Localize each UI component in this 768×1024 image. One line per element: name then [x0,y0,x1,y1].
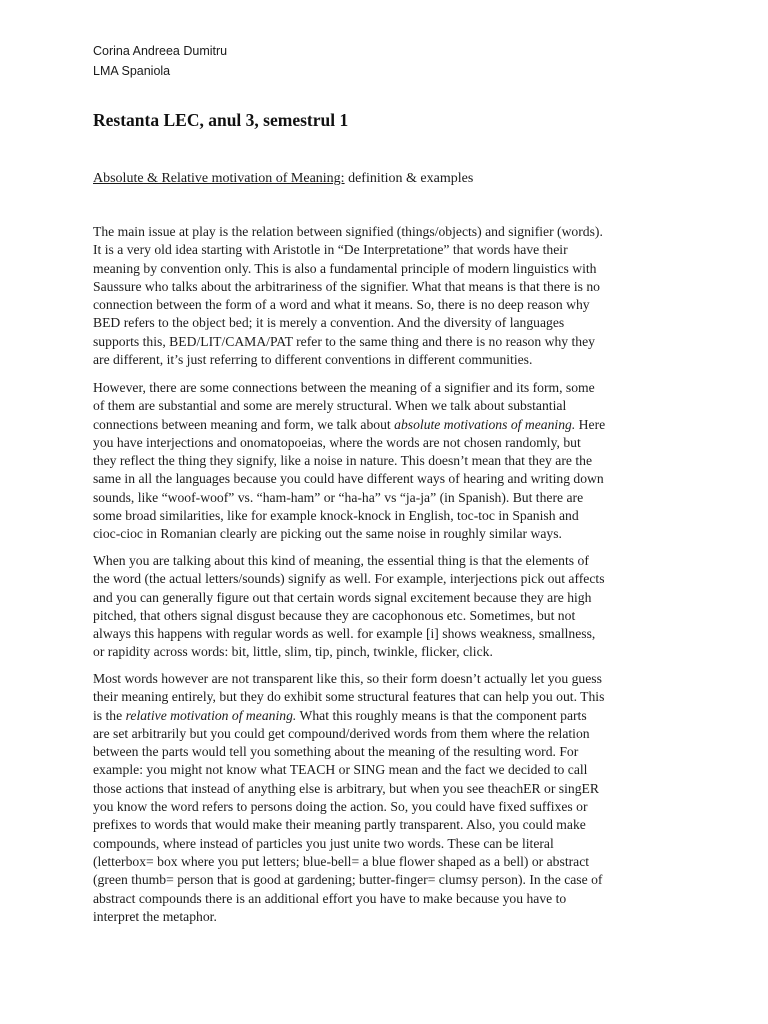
paragraph-line: always this happens with regular words as well. for example [i] shows weakness, smallness, [93,626,596,642]
paragraph-line: compounds, where instead of particles you just unite two words. These can be literal [93,835,554,851]
paragraph-line: Most words however are not transparent like this, so their form doesn’t actually let you guess [93,671,602,686]
paragraph-line: interpret the metaphor. [93,908,217,924]
subtitle-underlined: Absolute & Relative motivation of Meaning: [93,171,345,186]
paragraph-line: prefixes to words that would make their meaning partly transparent. Also, you could make [93,817,586,833]
document-subtitle [93,169,473,189]
paragraph-line: It is a very old idea starting with Aristotle in “De Interpretatione” that words have their [93,242,568,258]
emphasized-term: absolute motivations of meaning. [394,416,576,432]
paragraph-line: between the parts would tell you something about the meaning of the resulting word. For [93,744,579,760]
paragraph-line: they reflect the thing they signify, like a noise in nature. This doesn’t mean that they are the [93,453,593,469]
paragraph-4 [93,670,676,926]
paragraph-line: you know the word refers to persons doing the action. So, you could have fixed suffixes or [93,799,588,815]
paragraph-line: pitched, that others signal disgust because they are cacophonous etc. Sometimes, but not [93,607,576,623]
author-block [93,41,227,81]
paragraph-line: you have interjections and onomatopoeias, where the words are not chosen randomly, but [93,434,581,450]
paragraph-2 [93,379,676,544]
subtitle-rest: definition & examples [344,171,474,186]
emphasized-term: relative motivation of meaning. [125,707,297,723]
paragraph-3 [93,552,676,662]
paragraph-line: some broad similarities, like for example knock-knock in English, toc-toc in Spanish and [93,508,579,524]
paragraph-line: of them are substantial and some are merely structural. When we talk about substantial [93,398,567,414]
paragraph-line: same in all the languages because you could have different ways of hearing and writing down [93,471,604,487]
paragraph-line [93,707,676,725]
paragraph-line: or rapidity across words: bit, little, slim, tip, pinch, twinkle, flicker, click. [93,644,493,660]
paragraph-line: connection between the form of a word and what it means. So, there is no deep reason why [93,297,590,313]
paragraph-line: the word (the actual letters/sounds) signify as well. For example, interjections pick out affects [93,571,605,587]
paragraph-line: BED refers to the object bed; it is merely a convention. And the diversity of languages [93,315,565,331]
program-name: LMA Spaniola [93,64,171,78]
paragraph-line: their meaning entirely, but they do exhibit some structural features that can help you out. This [93,689,605,705]
line-segment: is the [93,707,126,723]
paragraph-line [93,416,676,434]
line-segment: connections between meaning and form, we talk about [93,416,395,432]
author-name: Corina Andreea Dumitru [93,44,228,58]
paragraph-line: abstract compounds there is an additional effort you have to make because you have to [93,890,567,906]
paragraph-line: sounds, like “woof-woof” vs. “ham-ham” or “ha-ha” vs “ja-ja” (in Spanish). But there are [93,489,584,505]
paragraph-line: The main issue at play is the relation between signified (things/objects) and signifier (words). [93,224,603,239]
line-segment: What this roughly means is that the component parts [296,707,587,723]
paragraph-line: those actions that instead of anything else is arbitrary, but when you see theachER or singER [93,780,599,796]
paragraph-line: are different, it’s just referring to different conventions in different communities. [93,352,533,368]
paragraph-line: When you are talking about this kind of meaning, the essential thing is that the elements of [93,553,589,568]
paragraph-line: example: you might not know what TEACH or SING mean and the fact we decided to call [93,762,588,778]
paragraph-1 [93,223,676,369]
paragraph-line: Saussure who talks about the arbitrariness of the signifier. What that means is that there is no [93,278,600,294]
paragraph-line: cioc-cioc in Romanian clearly are picking out the same noise in roughly similar ways. [93,526,562,542]
paragraph-line: are set arbitrarily but you could get compound/derived words from them where the relation [93,725,590,741]
line-segment: Here [575,416,606,432]
paragraph-line: However, there are some connections between the meaning of a signifier and its form, some [93,380,595,395]
document-title: Restanta LEC, anul 3, semestrul 1 [93,110,349,130]
paragraph-line: (green thumb= person that is good at gardening; butter-finger= clumsy person). In the case of [93,872,603,888]
paragraph-line: meaning by convention only. This is also a fundamental principle of modern linguistics with [93,260,597,276]
paragraph-line: and you can generally figure out that certain words signal excitement because they are high [93,589,592,605]
paragraph-line: (letterbox= box where you put letters; blue-bell= a blue flower shaped as a bell) or abstract [93,853,590,869]
paragraph-line: supports this, BED/LIT/CAMA/PAT refer to the same thing and there is no reason why they [93,333,595,349]
